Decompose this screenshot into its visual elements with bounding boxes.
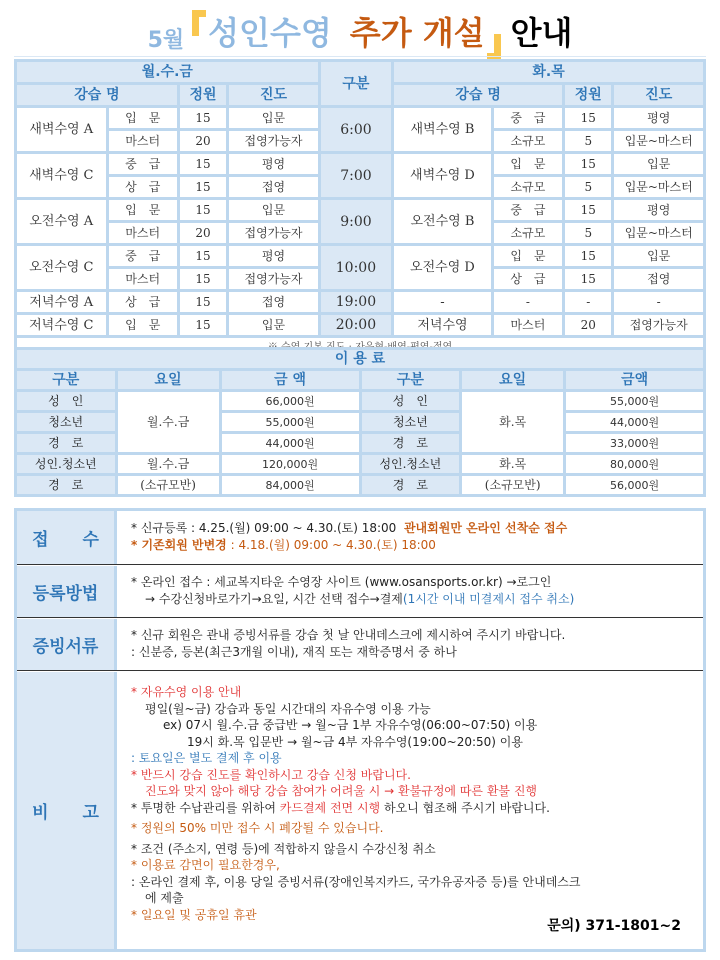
documents-label: 증빙서류 xyxy=(17,619,117,670)
fee-day: 월.수.금 xyxy=(118,392,219,452)
fee-category: 청소년 xyxy=(362,413,460,431)
fee-category: 성인.청소년 xyxy=(362,455,460,473)
class-capacity: 5 xyxy=(565,131,611,151)
class-name: 오전수영 A xyxy=(17,200,106,243)
free-swim-line1: 평일(월~금) 강습과 동일 시간대의 자유수영 이용 가능 xyxy=(145,701,431,716)
fee-header-amount: 금 액 xyxy=(222,371,359,389)
class-capacity: 15 xyxy=(180,108,226,128)
class-name: 새벽수영 D xyxy=(394,154,491,197)
class-level: 소규모 xyxy=(494,177,562,197)
reception-existing-label: * 기존회원 반변경 xyxy=(131,538,227,552)
discount-line1: : 온라인 결제 후, 이용 당일 증빙서류(장애인복지카드, 국가유공자증 등)를 안내데스크 xyxy=(131,874,581,889)
col-progress-header: 진도 xyxy=(614,85,703,105)
title-divider xyxy=(14,56,706,57)
class-name: 새벽수영 A xyxy=(17,108,106,151)
class-capacity: 15 xyxy=(565,246,611,266)
discount-line2: 에 제출 xyxy=(145,891,184,905)
title-month: 5월 xyxy=(147,28,185,53)
free-swim-line3: 19시 화.목 입문반 → 월~금 4부 자유수영(19:00~20:50) 이용 xyxy=(187,734,523,749)
documents-line2: : 신분증, 등본(최근3개월 이내), 재직 또는 재학증명서 중 하나 xyxy=(131,645,457,659)
class-name: 저녁수영 A xyxy=(17,292,106,312)
reception-label: 접 수 xyxy=(17,511,117,564)
class-name: 오전수영 C xyxy=(17,246,106,289)
class-progress: 입문 xyxy=(614,154,703,174)
method-line1: * 온라인 접수 : 세교복지타운 수영장 사이트 (www.osansports.or.kr) →로그인 xyxy=(131,575,552,589)
fee-small-class: (소규모반) xyxy=(118,476,219,494)
class-level: 마스터 xyxy=(109,269,177,289)
class-level: 중 급 xyxy=(494,108,562,128)
class-progress: 접영 xyxy=(229,177,318,197)
closed-note: * 일요일 및 공휴일 휴관 xyxy=(131,907,257,922)
class-progress: - xyxy=(614,292,703,312)
method-row xyxy=(17,566,703,618)
schedule-row xyxy=(17,315,703,335)
class-capacity: 15 xyxy=(180,177,226,197)
fee-amount: 44,000원 xyxy=(566,413,703,431)
class-level: 마스터 xyxy=(109,131,177,151)
check-progress-line2: 진도와 맞지 않아 해당 강습 참여가 어려울 시 → 환불규정에 따른 환불 진행 xyxy=(145,784,537,798)
fee-day-small: 월.수.금 xyxy=(118,455,219,473)
col-capacity-header: 정원 xyxy=(180,85,226,105)
reception-row xyxy=(17,511,703,565)
class-name: 새벽수영 C xyxy=(17,154,106,197)
class-level: - xyxy=(494,292,562,312)
col-capacity-header: 정원 xyxy=(565,85,611,105)
fee-amount: 80,000원 xyxy=(566,455,703,473)
title-main: 성인수영 xyxy=(208,14,332,52)
method-label: 등록방법 xyxy=(17,566,117,617)
fee-category: 경 로 xyxy=(362,476,460,494)
class-time: 19:00 xyxy=(321,292,391,312)
class-progress: 평영 xyxy=(614,108,703,128)
class-time: 7:00 xyxy=(321,154,391,197)
fee-header-amount: 금액 xyxy=(566,371,703,389)
fee-amount: 55,000원 xyxy=(566,392,703,410)
class-time: 10:00 xyxy=(321,246,391,289)
class-progress: 접영가능자 xyxy=(614,315,703,335)
fee-header-day: 요일 xyxy=(462,371,563,389)
free-swim-line2: ex) 07시 월.수.금 중급반 → 월~금 1부 자유수영(06:00~07:50) 이용 xyxy=(163,718,538,732)
reception-highlight: 관내회원만 온라인 선착순 접수 xyxy=(403,521,568,535)
discount-title: * 이용료 감면이 필요한경우, xyxy=(131,858,280,872)
class-time: 9:00 xyxy=(321,200,391,243)
class-level: 소규모 xyxy=(494,223,562,243)
method-line2-note: (1시간 이내 미결제시 접수 취소) xyxy=(402,592,575,606)
class-progress: 평영 xyxy=(229,246,318,266)
class-level: 마스터 xyxy=(109,223,177,243)
fee-header-category: 구분 xyxy=(17,371,115,389)
class-capacity: 15 xyxy=(180,154,226,174)
remarks-row xyxy=(17,672,703,949)
class-progress: 접영 xyxy=(614,269,703,289)
fee-amount: 120,000원 xyxy=(222,455,359,473)
class-capacity: 20 xyxy=(180,131,226,151)
card-payment-highlight: 카드결제 전면 시행 xyxy=(279,800,381,815)
right-day-header: 화.목 xyxy=(394,62,703,82)
title-guide: 안내 xyxy=(510,14,573,52)
class-progress: 입문 xyxy=(614,246,703,266)
class-progress: 입문 xyxy=(229,108,318,128)
class-progress: 입문 xyxy=(229,315,318,335)
class-name: 저녁수영 xyxy=(394,315,491,335)
class-capacity: 5 xyxy=(565,223,611,243)
fee-amount: 84,000원 xyxy=(222,476,359,494)
fee-day: 화.목 xyxy=(462,392,563,452)
class-level: 입 문 xyxy=(494,154,562,174)
fee-category: 청소년 xyxy=(17,413,115,431)
documents-row xyxy=(17,619,703,671)
class-time: 20:00 xyxy=(321,315,391,335)
method-line2: → 수강신청바로가기→요일, 시간 선택 접수→결제 xyxy=(145,592,403,606)
class-capacity: 15 xyxy=(565,154,611,174)
class-progress: 접영 xyxy=(229,292,318,312)
class-progress: 접영가능자 xyxy=(229,269,318,289)
class-level: 입 문 xyxy=(494,246,562,266)
class-progress: 접영가능자 xyxy=(229,131,318,151)
class-level: 입 문 xyxy=(109,108,177,128)
class-capacity: 5 xyxy=(565,177,611,197)
class-capacity: 15 xyxy=(180,269,226,289)
fee-table xyxy=(14,347,706,497)
fee-title: 이 용 료 xyxy=(17,350,703,368)
class-progress: 입문 xyxy=(229,200,318,220)
fee-header-category: 구분 xyxy=(362,371,460,389)
fee-category: 성 인 xyxy=(362,392,460,410)
schedule-row xyxy=(17,108,703,128)
schedule-row xyxy=(17,292,703,312)
fee-category: 경 로 xyxy=(17,476,115,494)
bracket-left-icon xyxy=(192,10,206,36)
class-name: 새벽수영 B xyxy=(394,108,491,151)
fee-category: 성 인 xyxy=(17,392,115,410)
fee-category: 경 로 xyxy=(17,434,115,452)
poster-title xyxy=(0,0,720,56)
class-level: 입 문 xyxy=(109,315,177,335)
fee-amount: 44,000원 xyxy=(222,434,359,452)
free-swim-saturday: : 토요일은 별도 결제 후 이용 xyxy=(131,751,282,765)
class-name: 오전수영 B xyxy=(394,200,491,243)
class-capacity: 15 xyxy=(180,246,226,266)
schedule-row xyxy=(17,200,703,220)
class-capacity: 20 xyxy=(180,223,226,243)
class-progress: 접영가능자 xyxy=(229,223,318,243)
title-open: 추가 개설 xyxy=(349,14,485,52)
class-name: 오전수영 D xyxy=(394,246,491,289)
fee-small-class: (소규모반) xyxy=(462,476,563,494)
class-time: 6:00 xyxy=(321,108,391,151)
fee-amount: 56,000원 xyxy=(566,476,703,494)
class-level: 중 급 xyxy=(109,246,177,266)
class-capacity: 15 xyxy=(180,200,226,220)
reception-existing-period: : 4.18.(월) 09:00 ~ 4.30.(토) 18:00 xyxy=(226,538,436,552)
class-capacity: 20 xyxy=(565,315,611,335)
class-progress: 입문~마스터 xyxy=(614,131,703,151)
class-name: - xyxy=(394,292,491,312)
col-name-header: 강습 명 xyxy=(17,85,177,105)
card-payment-prefix: * 투명한 수납관리를 위하여 xyxy=(131,800,280,815)
schedule-table xyxy=(14,59,706,361)
remarks-label: 비 고 xyxy=(17,672,117,949)
fee-amount: 66,000원 xyxy=(222,392,359,410)
fee-category: 경 로 xyxy=(362,434,460,452)
class-level: 상 급 xyxy=(494,269,562,289)
free-swim-title: * 자유수영 이용 안내 xyxy=(131,685,242,699)
reception-new: * 신규등록 : 4.25.(월) 09:00 ~ 4.30.(토) 18:00 xyxy=(131,521,397,535)
fee-amount: 33,000원 xyxy=(566,434,703,452)
class-progress: 평영 xyxy=(229,154,318,174)
division-header: 구분 xyxy=(321,62,391,105)
cancel-note: * 정원의 50% 미만 접수 시 폐강될 수 있습니다. xyxy=(131,821,384,835)
class-capacity: 15 xyxy=(180,315,226,335)
class-name: 저녁수영 C xyxy=(17,315,106,335)
fee-amount: 55,000원 xyxy=(222,413,359,431)
class-level: 중 급 xyxy=(109,154,177,174)
class-capacity: 15 xyxy=(565,108,611,128)
check-progress-line1: * 반드시 강습 진도를 확인하시고 강습 신청 바랍니다. xyxy=(131,767,411,782)
class-progress: 입문~마스터 xyxy=(614,223,703,243)
class-level: 입 문 xyxy=(109,200,177,220)
class-level: 상 급 xyxy=(109,292,177,312)
fee-category: 성인.청소년 xyxy=(17,455,115,473)
fee-day-small: 화.목 xyxy=(462,455,563,473)
class-progress: 평영 xyxy=(614,200,703,220)
class-level: 상 급 xyxy=(109,177,177,197)
class-level: 소규모 xyxy=(494,131,562,151)
class-level: 마스터 xyxy=(494,315,562,335)
condition-note: * 조건 (주소지, 연령 등)에 적합하지 않을시 수강신청 취소 xyxy=(131,841,436,856)
card-payment-suffix: 하오니 협조해 주시기 바랍니다. xyxy=(380,800,550,815)
documents-line1: * 신규 회원은 관내 증빙서류를 강습 첫 날 안내데스크에 제시하여 주시기 바랍니다. xyxy=(131,628,566,642)
class-capacity: 15 xyxy=(565,269,611,289)
info-box xyxy=(14,508,706,952)
class-capacity: - xyxy=(565,292,611,312)
col-progress-header: 진도 xyxy=(229,85,318,105)
class-capacity: 15 xyxy=(565,200,611,220)
schedule-row xyxy=(17,154,703,174)
left-day-header: 월.수.금 xyxy=(17,62,318,82)
contact-number: 문의) 371-1801~2 xyxy=(547,918,681,934)
class-capacity: 15 xyxy=(180,292,226,312)
fee-header-day: 요일 xyxy=(118,371,219,389)
class-level: 중 급 xyxy=(494,200,562,220)
schedule-row xyxy=(17,246,703,266)
class-progress: 입문~마스터 xyxy=(614,177,703,197)
col-name-header: 강습 명 xyxy=(394,85,562,105)
